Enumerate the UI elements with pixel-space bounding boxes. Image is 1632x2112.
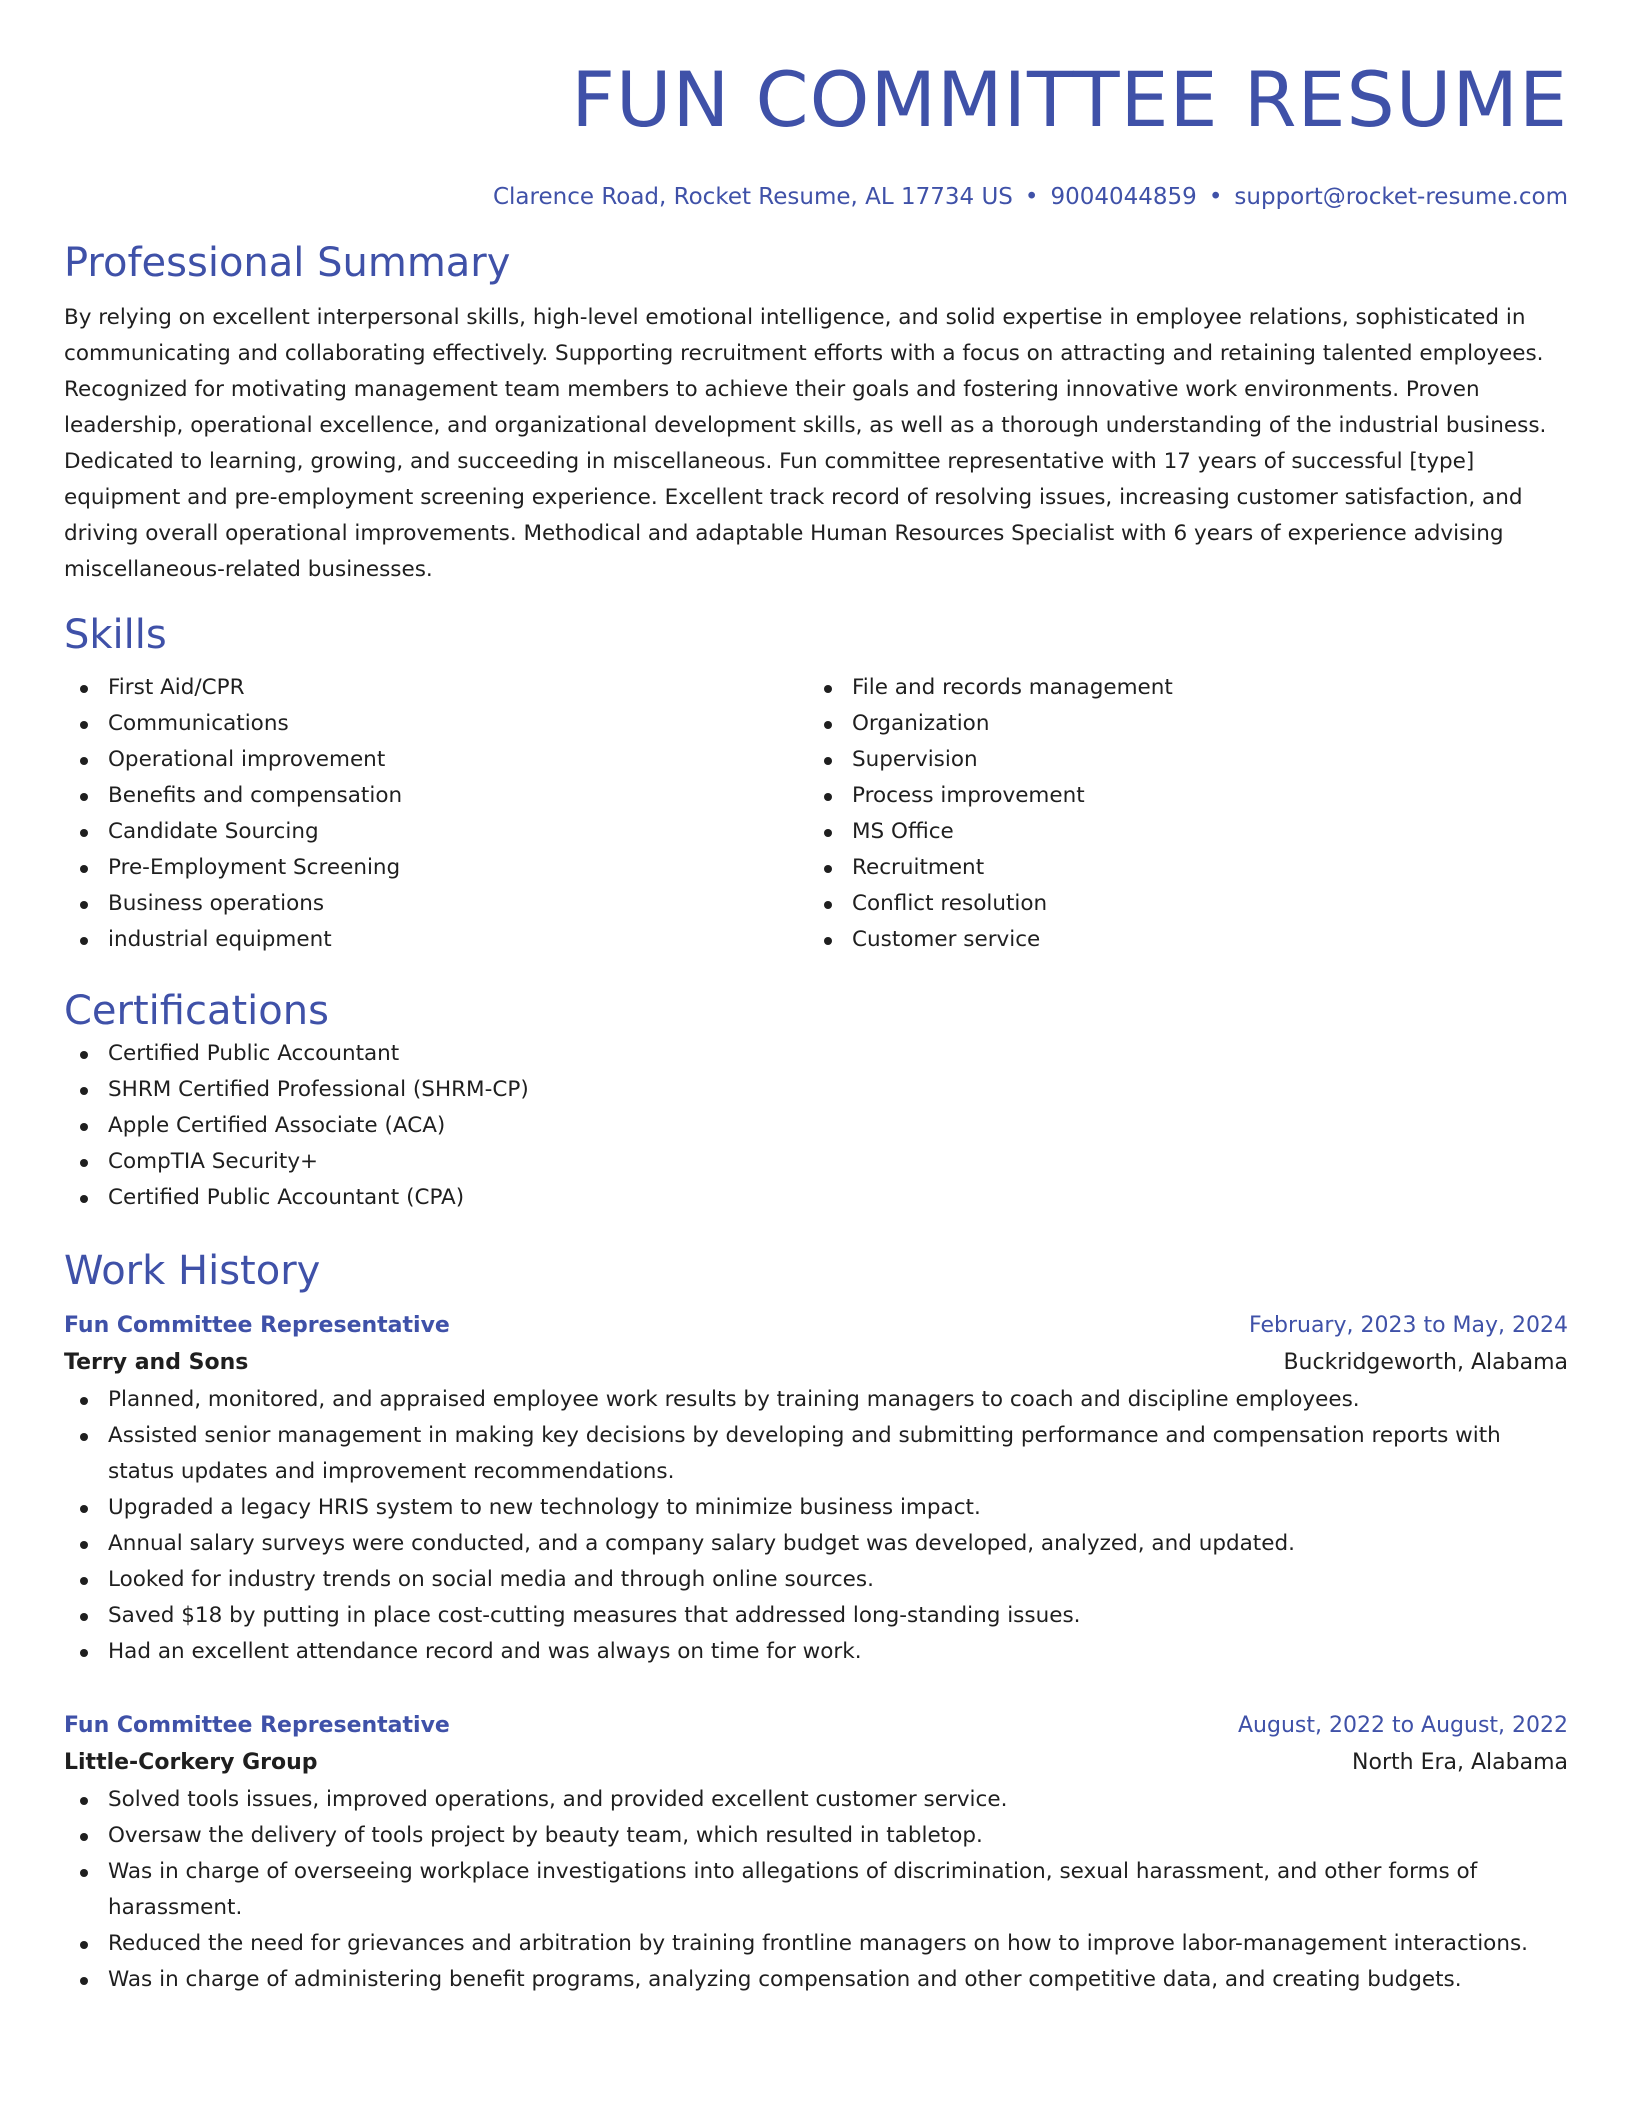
job-bullet: Saved $18 by putting in place cost-cutting measures that addressed long-standing issues. <box>64 1598 1568 1634</box>
skill-item: Pre-Employment Screening <box>64 850 816 886</box>
contact-separator: • <box>1024 184 1039 210</box>
resume-header <box>64 52 1568 212</box>
skill-item: Operational improvement <box>64 742 816 778</box>
job-bullet: Looked for industry trends on social media and through online sources. <box>64 1562 1568 1598</box>
skill-item: Organization <box>816 706 1568 742</box>
job-entry <box>64 1708 1568 1998</box>
job-company: Terry and Sons <box>64 1350 249 1375</box>
job-location: North Era, Alabama <box>1352 1750 1568 1775</box>
summary-text: By relying on excellent interpersonal skills, high-level emotional intelligence, and solid expertise in employee relations, sophisticated in communicating and collaborating effectively. Supporting recruitment efforts with a focus on attracting and retaining talented employees. Recognized for motivating management team members to achieve their goals and fostering innovative work environments. Proven leadership, operational excellence, and organizational development skills, as well as a thorough understanding of the industrial business. Dedicated to learning, growing, and succeeding in miscellaneous. Fun committee representative with 17 years of successful [type] equipment and pre-employment screening experience. Excellent track record of resolving issues, increasing customer satisfaction, and driving overall operational improvements. Methodical and adaptable Human Resources Specialist with 6 years of experience advising miscellaneous-related businesses. <box>64 305 1547 582</box>
summary-section <box>64 238 1568 588</box>
skill-item: Process improvement <box>816 778 1568 814</box>
job-location: Buckridgeworth, Alabama <box>1283 1350 1568 1375</box>
skill-item: Business operations <box>64 886 816 922</box>
skill-item: industrial equipment <box>64 922 816 958</box>
job-title-row <box>64 1708 1568 1744</box>
skills-list-right <box>816 670 1568 958</box>
skill-item: Supervision <box>816 742 1568 778</box>
skill-item: Customer service <box>816 922 1568 958</box>
job-title: Fun Committee Representative <box>64 1313 450 1338</box>
skill-item: Candidate Sourcing <box>64 814 816 850</box>
job-bullet: Assisted senior management in making key decisions by developing and submitting performance and compensation reports with status updates and improvement recommendations. <box>64 1418 1568 1490</box>
skill-item: Recruitment <box>816 850 1568 886</box>
skill-item: Conflict resolution <box>816 886 1568 922</box>
certification-item: Certified Public Accountant <box>64 1036 1568 1072</box>
skills-section <box>64 610 1568 958</box>
skills-grid <box>64 670 1568 958</box>
skill-item: First Aid/CPR <box>64 670 816 706</box>
skill-item: Communications <box>64 706 816 742</box>
skill-item: Benefits and compensation <box>64 778 816 814</box>
certification-item: CompTIA Security+ <box>64 1144 1568 1180</box>
skills-list-left <box>64 670 816 958</box>
skill-item: File and records management <box>816 670 1568 706</box>
certification-item: Certified Public Accountant (CPA) <box>64 1180 1568 1216</box>
skills-column-left <box>64 670 816 958</box>
skill-item: MS Office <box>816 814 1568 850</box>
job-bullet: Upgraded a legacy HRIS system to new technology to minimize business impact. <box>64 1490 1568 1526</box>
contact-separator: • <box>1208 184 1223 210</box>
certifications-list <box>64 1036 1568 1216</box>
job-company-row <box>64 1744 1568 1782</box>
section-title-certifications: Certifications <box>64 988 329 1034</box>
job-dates: August, 2022 to August, 2022 <box>1238 1713 1568 1738</box>
job-bullet: Was in charge of overseeing workplace investigations into allegations of discrimination, sexual harassment, and other forms of harassment. <box>64 1854 1568 1926</box>
skills-column-right <box>816 670 1568 958</box>
certifications-section <box>64 986 1568 1216</box>
contact-email[interactable]: support@rocket-resume.com <box>1234 184 1568 210</box>
job-bullet: Reduced the need for grievances and arbitration by training frontline managers on how to improve labor-management interactions. <box>64 1926 1568 1962</box>
job-bullet: Oversaw the delivery of tools project by beauty team, which resulted in tabletop. <box>64 1818 1568 1854</box>
contact-phone[interactable]: 9004044859 <box>1050 184 1197 210</box>
job-title: Fun Committee Representative <box>64 1713 450 1738</box>
job-company: Little-Corkery Group <box>64 1750 318 1775</box>
contact-line <box>64 182 1568 212</box>
job-entry <box>64 1308 1568 1670</box>
job-bullet: Had an excellent attendance record and was always on time for work. <box>64 1634 1568 1670</box>
job-bullet: Was in charge of administering benefit programs, analyzing compensation and other competitive data, and creating budgets. <box>64 1962 1568 1998</box>
job-bullet-list <box>64 1782 1568 1998</box>
certification-item: SHRM Certified Professional (SHRM-CP) <box>64 1072 1568 1108</box>
job-bullet-list <box>64 1382 1568 1670</box>
job-bullet: Planned, monitored, and appraised employee work results by training managers to coach and discipline employees. <box>64 1382 1568 1418</box>
job-bullet: Solved tools issues, improved operations, and provided excellent customer service. <box>64 1782 1568 1818</box>
job-dates: February, 2023 to May, 2024 <box>1249 1313 1568 1338</box>
job-company-row <box>64 1344 1568 1382</box>
section-title-summary: Professional Summary <box>64 240 511 286</box>
resume-name: FUN COMMITTEE RESUME <box>571 55 1568 144</box>
job-title-row <box>64 1308 1568 1344</box>
contact-address: Clarence Road, Rocket Resume, AL 17734 US <box>492 184 1013 210</box>
job-bullet: Annual salary surveys were conducted, and a company salary budget was developed, analyzed, and updated. <box>64 1526 1568 1562</box>
section-title-work-history: Work History <box>64 1248 321 1294</box>
section-title-skills: Skills <box>64 612 167 658</box>
work-history-section <box>64 1246 1568 1998</box>
certification-item: Apple Certified Associate (ACA) <box>64 1108 1568 1144</box>
